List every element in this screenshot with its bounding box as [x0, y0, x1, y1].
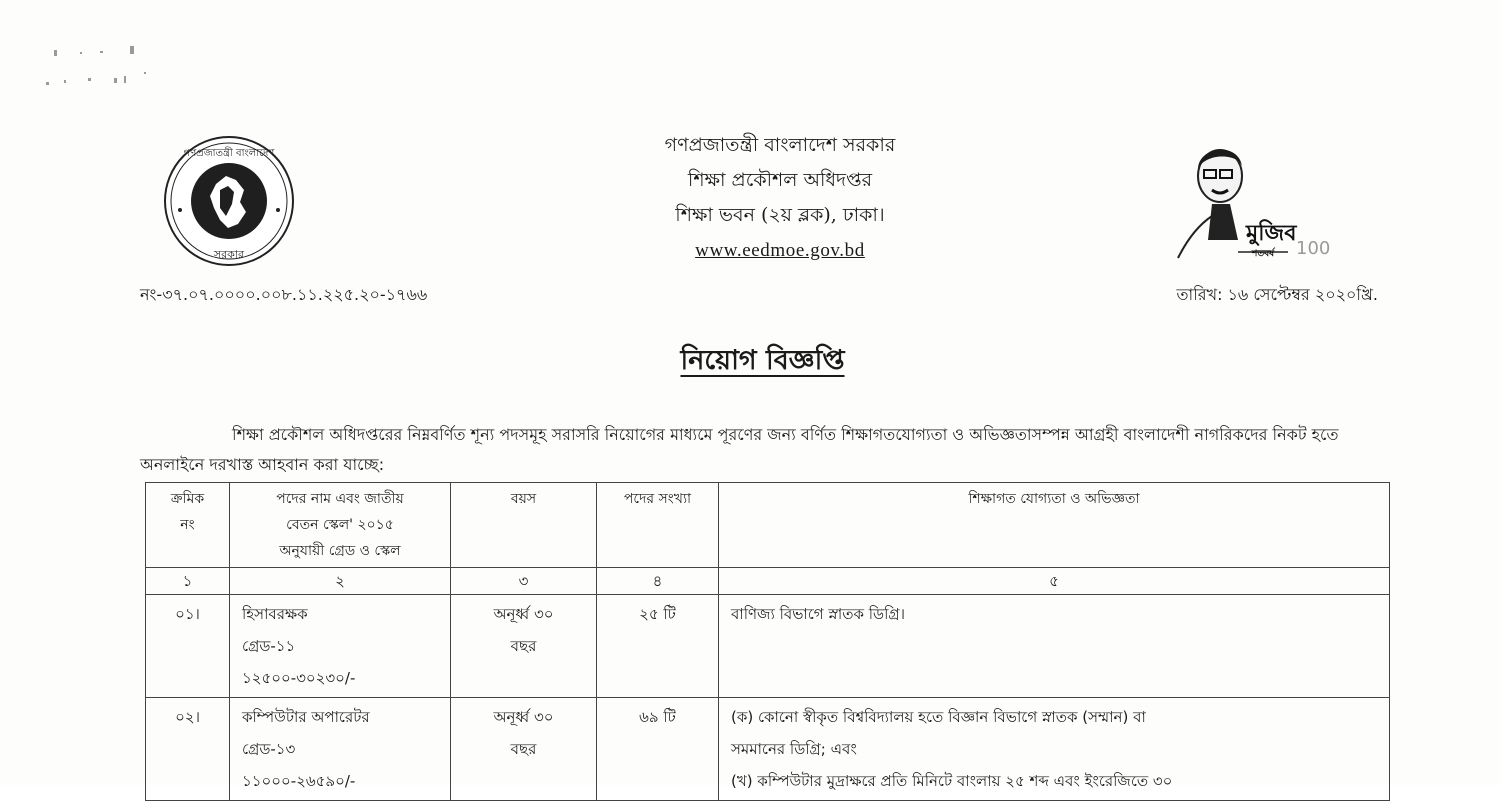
memo-number: নং-৩৭.০৭.০০০০.০০৮.১১.২২৫.২০-১৭৬৬ [140, 285, 428, 304]
scan-noise-icon [40, 40, 180, 100]
column-number: ১ [146, 568, 230, 595]
row-post [230, 595, 451, 698]
page-title: নিয়োগ বিজ্ঞপ্তি [680, 345, 845, 376]
column-number: ৪ [597, 568, 719, 595]
vacancy-table [145, 482, 1390, 801]
row-age: অনূর্ধ্ব ৩০ বছর [451, 698, 597, 801]
office-address: শিক্ষা ভবন (২য় ব্লক), ঢাকা। [675, 204, 885, 226]
row-serial: ০২। [146, 698, 230, 801]
column-number-row [146, 568, 1390, 595]
post-scale: ১১০০০-২৬৫৯০/- [242, 772, 356, 790]
post-name: হিসাবরক্ষক [242, 605, 308, 623]
department-name: শিক্ষা প্রকৌশল অধিদপ্তর [687, 169, 873, 191]
table-header-row [146, 483, 1390, 568]
website-link[interactable]: www.eedmoe.gov.bd [695, 240, 865, 261]
government-seal-logo [160, 132, 298, 270]
scan-marks [40, 40, 180, 100]
row-post [230, 698, 451, 801]
mujib-100-logo [1168, 140, 1333, 262]
header-age: বয়স [451, 483, 597, 568]
svg-text:সরকার: সরকার [213, 248, 245, 261]
svg-text:গণপ্রজাতন্ত্রী বাংলাদেশ: গণপ্রজাতন্ত্রী বাংলাদেশ [183, 148, 275, 159]
post-name: কম্পিউটার অপারেটর [242, 708, 370, 726]
row-qualification: (ক) কোনো স্বীকৃত বিশ্ববিদ্যালয় হতে বিজ্ঞান বিভাগে স্নাতক (সম্মান) বা সমমানের ডিগ্রি; এবং (খ) কম্পিউটার মুদ্রাক্ষরে প্রতি মিনিটে বাংলায় ২৫ শব্দ এবং ইংরেজিতে ৩০ [719, 698, 1390, 801]
column-number: ৩ [451, 568, 597, 595]
post-grade: গ্রেড-১১ [242, 637, 296, 655]
svg-text:শতবর্ষ: শতবর্ষ [1252, 249, 1275, 259]
row-serial: ০১। [146, 595, 230, 698]
column-number: ৫ [719, 568, 1390, 595]
header-qualification: শিক্ষাগত যোগ্যতা ও অভিজ্ঞতা [719, 483, 1390, 568]
table-row [146, 698, 1390, 801]
intro-paragraph: শিক্ষা প্রকৌশল অধিদপ্তরের নিম্নবর্ণিত শূন্য পদসমূহ সরাসরি নিয়োগের মাধ্যমে পূরণের জন্য বর্ণিত শিক্ষাগতযোগ্যতা ও অভিজ্ঞতাসম্পন্ন আগ্রহী বাংলাদেশী নাগরিকদের নিকট হতে অনলাইনে দরখাস্ত আহবান করা যাচ্ছে: [140, 425, 1339, 474]
header-count: পদের সংখ্যা [597, 483, 719, 568]
row-age: অনূর্ধ্ব ৩০ বছর [451, 595, 597, 698]
memo-date: তারিখ: ১৬ সেপ্টেম্বর ২০২০খ্রি. [1176, 285, 1378, 304]
header-post: পদের নাম এবং জাতীয় বেতন স্কেল' ২০১৫ অনুযায়ী গ্রেড ও স্কেল [230, 483, 451, 568]
table-row [146, 595, 1390, 698]
svg-text:মুজিব: মুজিব [1246, 221, 1297, 246]
svg-text:100: 100 [1296, 238, 1331, 259]
post-scale: ১২৫০০-৩০২৩০/- [242, 669, 356, 687]
row-count: ৬৯ টি [597, 698, 719, 801]
post-grade: গ্রেড-১৩ [242, 740, 296, 758]
header-serial: ক্রমিক নং [146, 483, 230, 568]
column-number: ২ [230, 568, 451, 595]
office-header [570, 128, 990, 268]
government-name: গণপ্রজাতন্ত্রী বাংলাদেশ সরকার [664, 134, 896, 156]
row-qualification: বাণিজ্য বিভাগে স্নাতক ডিগ্রি। [719, 595, 1390, 698]
row-count: ২৫ টি [597, 595, 719, 698]
